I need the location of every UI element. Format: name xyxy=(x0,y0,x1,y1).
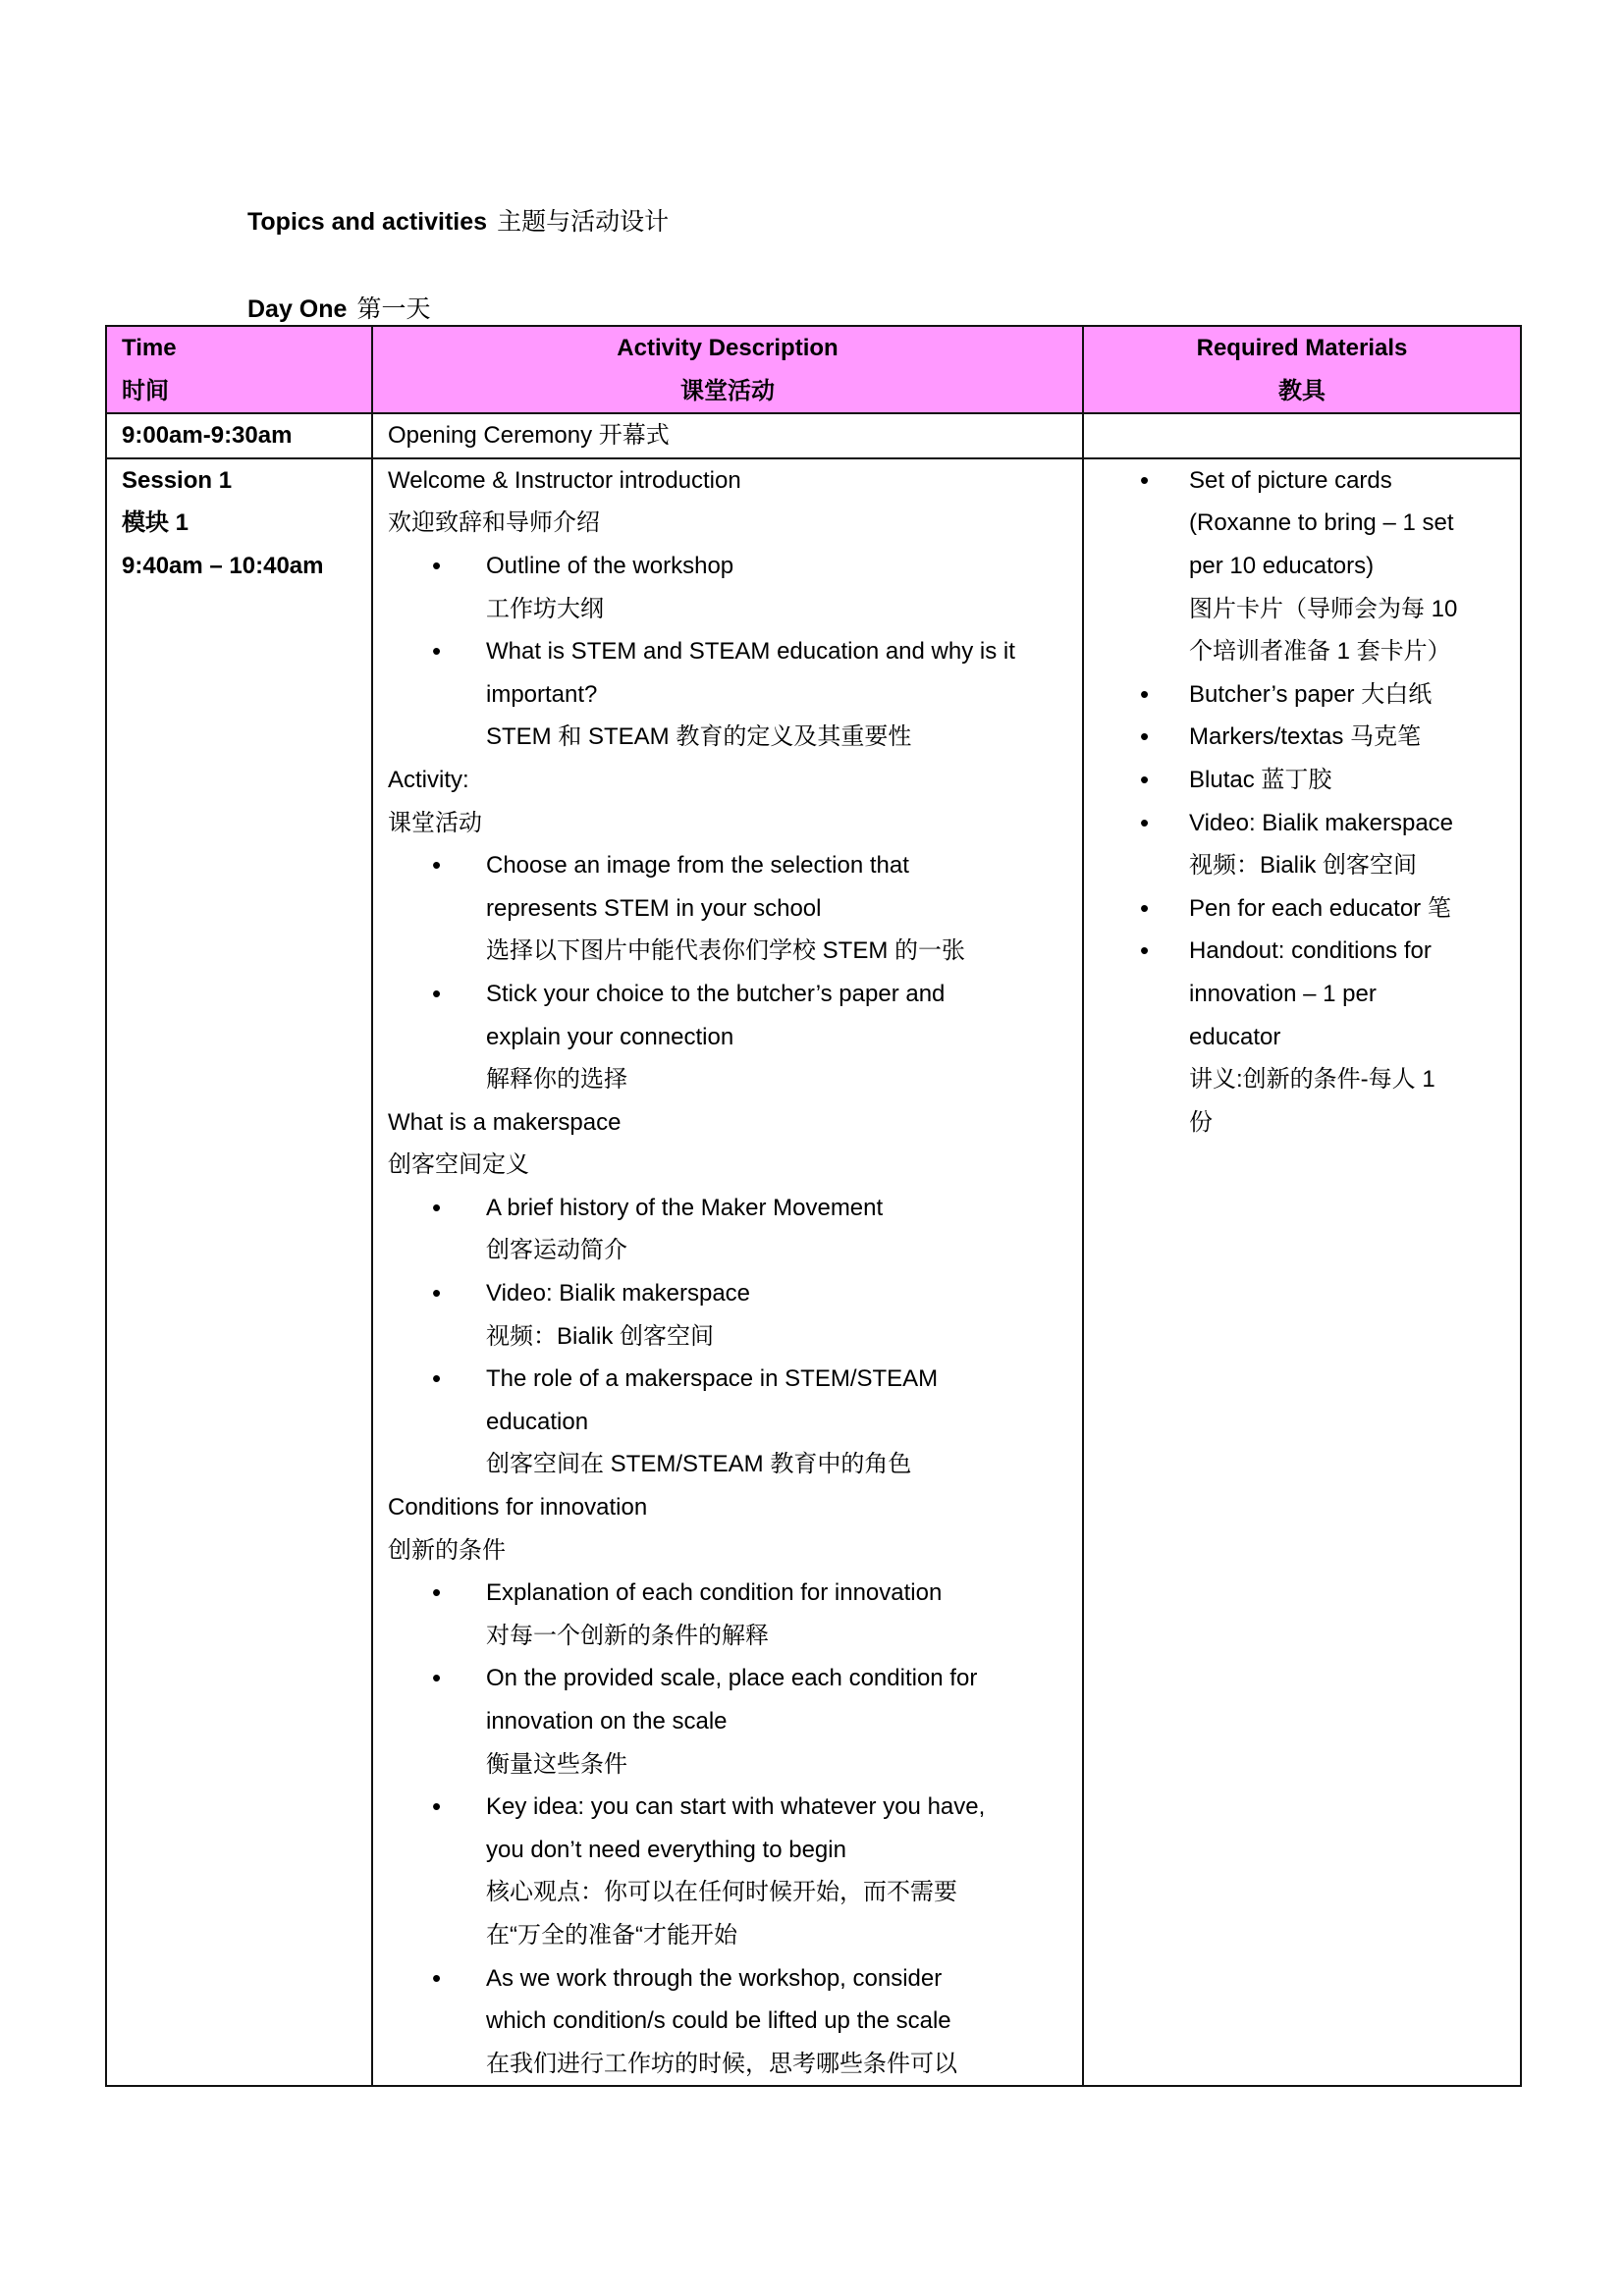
material-item-line: 图片卡片（导师会为每 10 xyxy=(1189,595,1458,622)
list-item xyxy=(388,1358,1074,1486)
list-item-line: 核心观点：你可以在任何时候开始，而不需要 xyxy=(486,1879,957,1906)
session-label-zh: 模块 1 xyxy=(122,509,189,537)
list-item xyxy=(388,1657,1074,1786)
material-item-line: 视频：Bialik 创客空间 xyxy=(1189,852,1418,880)
list-item-line: 创客空间在 STEM/STEAM 教育中的角色 xyxy=(486,1451,912,1478)
row2-materials xyxy=(1083,458,1521,2087)
list-item-line: • On the provided scale, place each condition for xyxy=(486,1665,978,1692)
table-header-row xyxy=(106,326,1521,413)
table-row xyxy=(106,413,1521,458)
material-item-line: • Video: Bialik makerspace xyxy=(1189,809,1454,836)
list-item-line: • Outline of the workshop xyxy=(486,552,734,579)
list-item-line: innovation on the scale xyxy=(486,1708,728,1735)
material-item-line: 讲义:创新的条件-每人 1 xyxy=(1189,1066,1435,1094)
header-activity xyxy=(372,326,1083,413)
section-title: Conditions for innovation xyxy=(388,1494,648,1522)
list-item-line: which condition/s could be lifted up the scale xyxy=(486,2007,951,2035)
list-item-line: you don’t need everything to begin xyxy=(486,1836,846,1863)
list-item-line: 选择以下图片中能代表你们学校 STEM 的一张 xyxy=(486,937,966,965)
material-item xyxy=(1084,802,1510,887)
list-item-line: important? xyxy=(486,680,598,708)
bullet-list xyxy=(388,1572,1074,2085)
row1-time: 9:00am-9:30am xyxy=(106,413,372,458)
list-item-line: explain your connection xyxy=(486,1023,734,1050)
material-item-line: • Set of picture cards xyxy=(1189,466,1392,494)
material-item-line: 份 xyxy=(1189,1108,1213,1136)
materials-list xyxy=(1084,459,1510,1145)
material-item xyxy=(1084,459,1510,673)
bullet-list xyxy=(388,1187,1074,1486)
list-item-line: education xyxy=(486,1408,589,1435)
row1-materials xyxy=(1083,413,1521,458)
list-item-line: • What is STEM and STEAM education and why is it xyxy=(486,638,1015,666)
material-item-line: 个培训者准备 1 套卡片） xyxy=(1189,638,1451,666)
list-item-line: 在我们进行工作坊的时候，思考哪些条件可以 xyxy=(486,2050,957,2077)
list-item xyxy=(388,844,1074,973)
list-item-line: • Key idea: you can start with whatever you have, xyxy=(486,1793,986,1821)
row2-activity xyxy=(372,458,1083,2087)
list-item-line: • Video: Bialik makerspace xyxy=(486,1280,751,1308)
header-materials xyxy=(1083,326,1521,413)
list-item-line: • Explanation of each condition for innovation xyxy=(486,1579,943,1607)
list-item xyxy=(388,973,1074,1101)
list-item xyxy=(388,1187,1074,1272)
row2-time xyxy=(106,458,372,2087)
header-activity-zh: 课堂活动 xyxy=(680,377,775,404)
section-title: What is a makerspace xyxy=(388,1108,622,1136)
header-time-zh: 时间 xyxy=(122,377,169,404)
heading-title-zh: 主题与活动设计 xyxy=(497,207,670,236)
material-item-line: • Pen for each educator 笔 xyxy=(1189,894,1451,922)
list-item xyxy=(388,630,1074,759)
list-item-line: 解释你的选择 xyxy=(486,1066,627,1094)
material-item-line: innovation – 1 per xyxy=(1189,980,1377,1007)
section-title-zh: 创新的条件 xyxy=(388,1536,506,1564)
material-item xyxy=(1084,716,1510,759)
table-row xyxy=(106,458,1521,2087)
list-item-line: 在“万全的准备“才能开始 xyxy=(486,1921,737,1949)
section-title: Activity: xyxy=(388,766,469,793)
material-item xyxy=(1084,759,1510,802)
list-item-line: 创客运动简介 xyxy=(486,1237,627,1264)
material-item-line: • Handout: conditions for xyxy=(1189,937,1432,965)
material-item-line: • Markers/textas 马克笔 xyxy=(1189,723,1422,751)
list-item-line: • As we work through the workshop, consider xyxy=(486,1964,943,1992)
bullet-list xyxy=(388,545,1074,759)
section-title-zh: 欢迎致辞和导师介绍 xyxy=(388,509,600,537)
list-item xyxy=(388,545,1074,630)
material-item-line: • Blutac 蓝丁胶 xyxy=(1189,766,1332,793)
list-item xyxy=(388,1957,1074,2086)
list-item xyxy=(388,1272,1074,1358)
header-time-en: Time xyxy=(122,335,177,361)
session-time: 9:40am – 10:40am xyxy=(122,552,324,579)
material-item-line: educator xyxy=(1189,1023,1281,1050)
bullet-list xyxy=(388,844,1074,1101)
day-heading-en: Day One xyxy=(247,295,348,323)
row1-activity: Opening Ceremony 开幕式 xyxy=(372,413,1083,458)
material-item xyxy=(1084,887,1510,931)
list-item-line: represents STEM in your school xyxy=(486,894,822,922)
list-item-line: • Stick your choice to the butcher’s paper and xyxy=(486,980,946,1007)
list-item-line: 衡量这些条件 xyxy=(486,1750,627,1778)
header-materials-zh: 教具 xyxy=(1278,377,1326,404)
header-time xyxy=(106,326,372,413)
list-item-line: • Choose an image from the selection that xyxy=(486,852,909,880)
header-activity-en: Activity Description xyxy=(617,335,839,361)
list-item-line: 视频：Bialik 创客空间 xyxy=(486,1322,715,1350)
header-materials-en: Required Materials xyxy=(1196,335,1408,361)
schedule-table xyxy=(105,325,1522,2087)
list-item xyxy=(388,1786,1074,1956)
list-item-line: 对每一个创新的条件的解释 xyxy=(486,1622,769,1649)
section-title-zh: 课堂活动 xyxy=(388,809,482,836)
session-label: Session 1 xyxy=(122,466,233,494)
section-title: Welcome & Instructor introduction xyxy=(388,466,741,494)
list-item-line: STEM 和 STEAM 教育的定义及其重要性 xyxy=(486,723,912,751)
list-item xyxy=(388,1572,1074,1657)
heading-title-en: Topics and activities xyxy=(247,208,488,236)
day-heading xyxy=(247,290,430,325)
day-heading-zh: 第一天 xyxy=(356,294,431,323)
material-item xyxy=(1084,930,1510,1144)
material-item-line: per 10 educators) xyxy=(1189,552,1375,579)
list-item-line: • A brief history of the Maker Movement xyxy=(486,1194,884,1221)
section-title-zh: 创客空间定义 xyxy=(388,1151,529,1179)
page-heading xyxy=(247,202,669,238)
list-item-line: 工作坊大纲 xyxy=(486,595,604,622)
material-item xyxy=(1084,673,1510,717)
material-item-line: • Butcher’s paper 大白纸 xyxy=(1189,680,1433,708)
list-item-line: • The role of a makerspace in STEM/STEAM xyxy=(486,1365,939,1393)
material-item-line: (Roxanne to bring – 1 set xyxy=(1189,509,1454,537)
